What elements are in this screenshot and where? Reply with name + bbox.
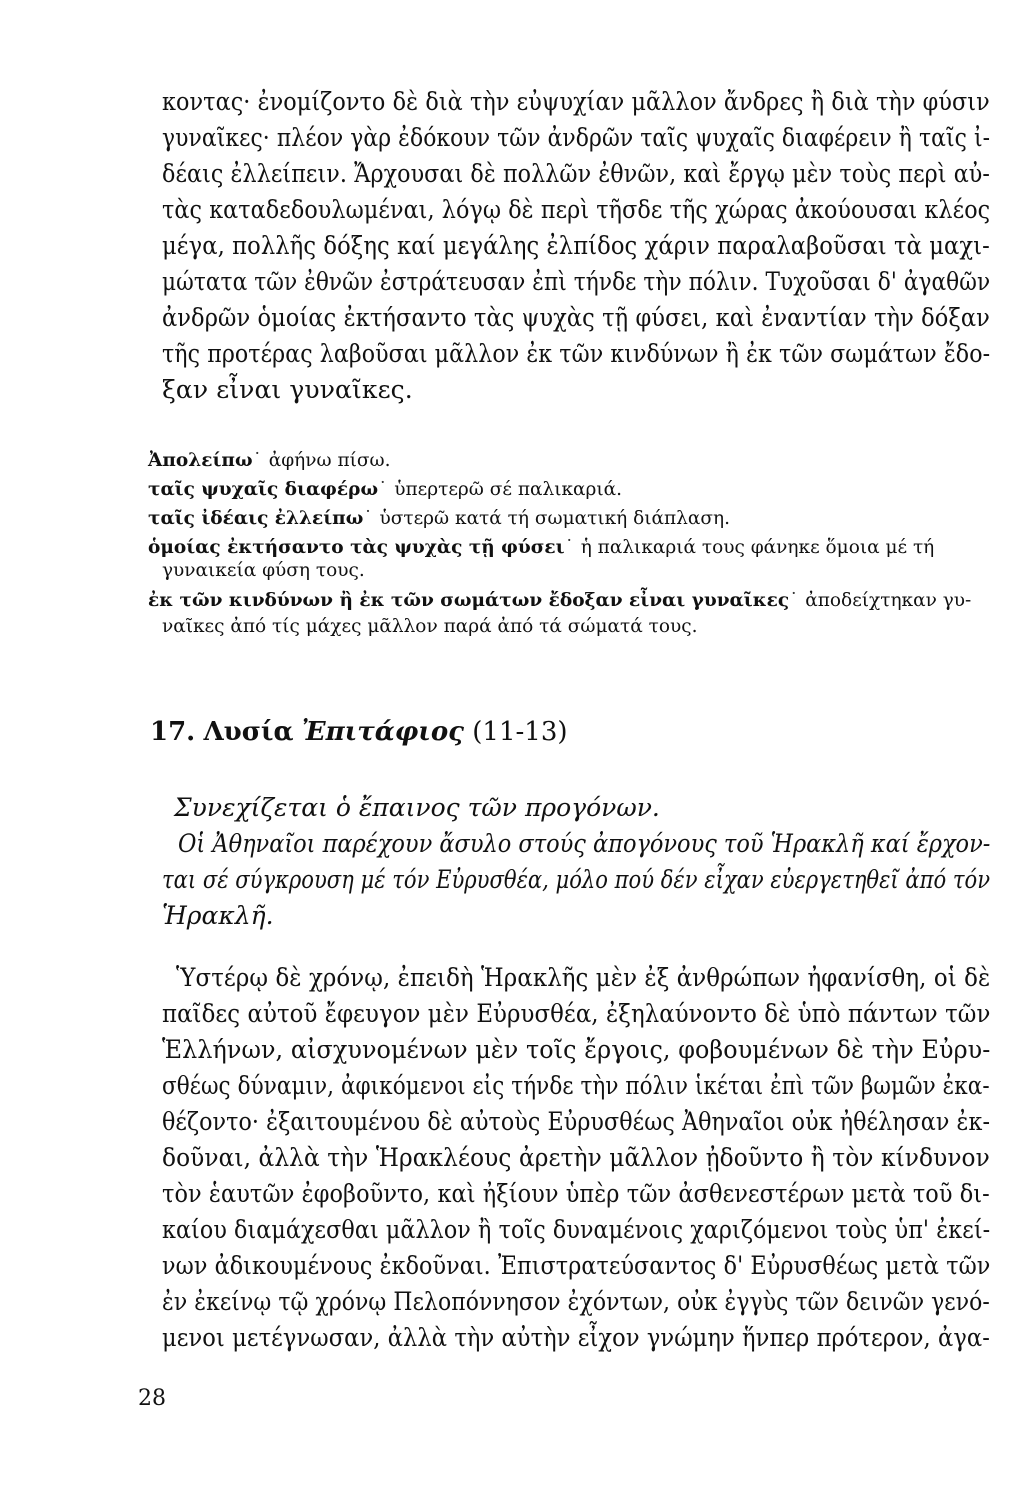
passage-line: κοντας· ἐνομίζοντο δὲ διὰ τὴν εὐψυχίαν μᾶλλον ἄνδρες ἢ διὰ τὴν φύσιν bbox=[162, 87, 990, 116]
passage-line: θέζοντο· ἐξαιτουμένου δὲ αὐτοὺς Εὐρυσθέως Ἀθηναῖοι οὐκ ἠθέλησαν ἐκ- bbox=[162, 1107, 991, 1136]
section-author: Λυσία bbox=[203, 717, 294, 747]
intro-line: Οἱ Ἀθηναῖοι παρέχουν ἄσυλο στούς ἀπογόνους τοῦ Ἡρακλῆ καί ἔρχον- bbox=[178, 829, 991, 858]
intro-line: Συνεχίζεται ὁ ἔπαινος τῶν προγόνων. bbox=[174, 793, 660, 822]
passage-line: δοῦναι, ἀλλὰ τὴν Ἡρακλέους ἀρετὴν μᾶλλον ᾐδοῦντο ἢ τὸν κίνδυνον bbox=[162, 1143, 990, 1172]
section-number: 17. bbox=[150, 717, 196, 747]
note-term: ἐκ τῶν κινδύνων ἢ ἐκ τῶν σωμάτων ἔδοξαν εἶναι γυναῖκες bbox=[148, 590, 790, 611]
note-item: ταῖς ἰδέαις ἐλλείπω˙ ὑστερῶ κατά τή σωματική διάπλαση. bbox=[148, 508, 730, 529]
note-term: ταῖς ψυχαῖς διαφέρω bbox=[148, 479, 379, 500]
passage-line: μενοι μετέγνωσαν, ἀλλὰ τὴν αὐτὴν εἶχον γνώμην ἥνπερ πρότερον, ἀγα- bbox=[162, 1323, 990, 1352]
section-title: Ἐπιτάφιος bbox=[301, 717, 464, 747]
passage-line: ἀνδρῶν ὁμοίας ἐκτήσαντο τὰς ψυχὰς τῇ φύσει, καὶ ἐναντίαν τὴν δόξαν bbox=[162, 303, 990, 332]
passage-line: νων ἀδικουμένους ἐκδοῦναι. Ἐπιστρατεύσαντος δ' Εὐρυσθέως μετὰ τῶν bbox=[162, 1251, 991, 1280]
passage-line: Ἑλλήνων, αἰσχυνομένων μὲν τοῖς ἔργοις, φοβουμένων δὲ τὴν Εὐρυ- bbox=[162, 1035, 991, 1064]
passage-line: ξαν εἶναι γυναῖκες. bbox=[162, 375, 413, 404]
note-item: ὁμοίας ἐκτήσαντο τὰς ψυχὰς τῇ φύσει˙ ἡ παλικαριά τους φάνηκε ὅμοια μέ τή bbox=[148, 537, 935, 558]
note-gloss: ἀφήνω πίσω. bbox=[268, 450, 391, 471]
note-term: ταῖς ἰδέαις ἐλλείπω bbox=[148, 508, 364, 529]
passage-line: τῆς προτέρας λαβοῦσαι μᾶλλον ἐκ τῶν κινδύνων ἢ ἐκ τῶν σωμάτων ἔδο- bbox=[162, 339, 991, 368]
passage-line: καίου διαμάχεσθαι μᾶλλον ἢ τοῖς δυναμένοις χαριζόμενοι τοὺς ὑπ' ἐκεί- bbox=[162, 1215, 991, 1244]
note-term: Ἀπολείπω bbox=[148, 450, 253, 471]
passage-line: τὰς καταδεδουλωμέναι, λόγῳ δὲ περὶ τῆσδε τῆς χώρας ἀκούουσαι κλέος bbox=[162, 195, 991, 224]
note-item: ταῖς ψυχαῖς διαφέρω˙ ὑπερτερῶ σέ παλικαριά. bbox=[148, 479, 623, 500]
note-gloss: ὑστερῶ κατά τή σωματική διάπλαση. bbox=[379, 508, 730, 529]
note-item: ἐκ τῶν κινδύνων ἢ ἐκ τῶν σωμάτων ἔδοξαν εἶναι γυναῖκες˙ ἀποδείχτηκαν γυ- bbox=[148, 590, 972, 611]
passage-line: Ὑστέρῳ δὲ χρόνῳ, ἐπειδὴ Ἡρακλῆς μὲν ἐξ ἀνθρώπων ἠφανίσθη, οἱ δὲ bbox=[176, 963, 991, 992]
note-gloss-continued: γυναικεία φύση τους. bbox=[162, 560, 365, 581]
passage-line: ἐν ἐκείνῳ τῷ χρόνῳ Πελοπόννησον ἐχόντων, οὐκ ἐγγὺς τῶν δεινῶν γενό- bbox=[162, 1287, 990, 1316]
note-gloss: ἀποδείχτηκαν γυ- bbox=[805, 590, 972, 611]
passage-line: δέαις ἐλλείπειν. Ἄρχουσαι δὲ πολλῶν ἐθνῶν, καὶ ἔργῳ μὲν τοὺς περὶ αὐ- bbox=[162, 159, 990, 188]
passage-line: μώτατα τῶν ἐθνῶν ἐστράτευσαν ἐπὶ τήνδε τὴν πόλιν. Τυχοῦσαι δ' ἀγαθῶν bbox=[162, 267, 991, 296]
note-gloss: ὑπερτερῶ σέ παλικαριά. bbox=[394, 479, 623, 500]
intro-line: Ἡρακλῆ. bbox=[162, 901, 274, 930]
note-item: Ἀπολείπω˙ ἀφήνω πίσω. bbox=[148, 450, 391, 471]
section-heading bbox=[150, 717, 568, 747]
passage-line: σθέως δύναμιν, ἀφικόμενοι εἰς τήνδε τὴν πόλιν ἱκέται ἐπὶ τῶν βωμῶν ἐκα- bbox=[162, 1071, 990, 1100]
passage-line: τὸν ἑαυτῶν ἐφοβοῦντο, καὶ ἠξίουν ὑπὲρ τῶν ἀσθενεστέρων μετὰ τοῦ δι- bbox=[162, 1179, 990, 1208]
passage-line: γυναῖκες· πλέον γὰρ ἐδόκουν τῶν ἀνδρῶν ταῖς ψυχαῖς διαφέρειν ἢ ταῖς ἰ- bbox=[162, 123, 991, 152]
passage-line: μέγα, πολλῆς δόξης καί μεγάλης ἐλπίδος χάριν παραλαβοῦσαι τὰ μαχι- bbox=[162, 231, 990, 260]
section-range: (11-13) bbox=[472, 717, 568, 747]
note-gloss-continued: ναῖκες ἀπό τίς μάχες μᾶλλον παρά ἀπό τά σώματά τους. bbox=[162, 616, 698, 637]
passage-line: παῖδες αὐτοῦ ἔφευγον μὲν Εὐρυσθέα, ἐξηλαύνοντο δὲ ὑπὸ πάντων τῶν bbox=[162, 999, 991, 1028]
note-term: ὁμοίας ἐκτήσαντο τὰς ψυχὰς τῇ φύσει bbox=[148, 537, 565, 558]
note-gloss: ἡ παλικαριά τους φάνηκε ὅμοια μέ τή bbox=[580, 537, 935, 558]
page-number: 28 bbox=[138, 1386, 166, 1411]
intro-line: ται σέ σύγκρουση μέ τόν Εὐρυσθέα, μόλο πού δέν εἶχαν εὐεργετηθεῖ ἀπό τόν bbox=[162, 865, 991, 894]
